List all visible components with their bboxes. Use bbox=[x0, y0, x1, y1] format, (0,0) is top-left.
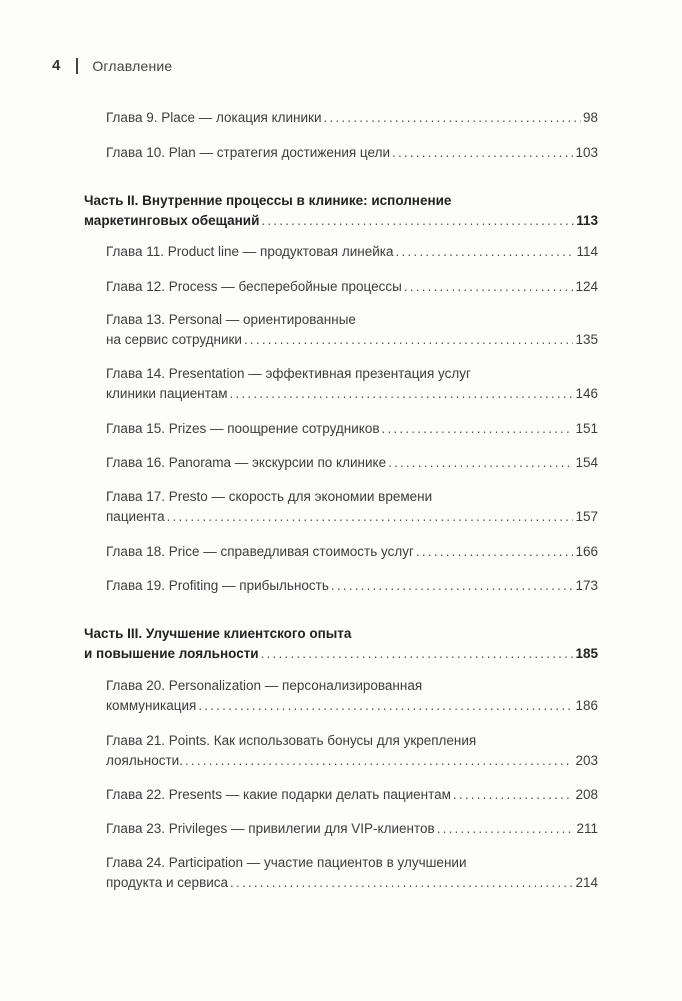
entry-page-number: 146 bbox=[575, 386, 598, 401]
entry-title-line: пациента bbox=[106, 509, 165, 524]
entry-title-line: и повышение лояльности bbox=[84, 646, 259, 661]
entry-title-line: Глава 12. Process — бесперебойные процессы bbox=[106, 279, 402, 294]
entry-page-number: 211 bbox=[576, 821, 598, 836]
dot-leader bbox=[230, 384, 574, 404]
dot-leader bbox=[244, 330, 573, 350]
entry-page-number: 135 bbox=[575, 332, 598, 347]
entry-title-line: Глава 18. Price — справедливая стоимость услуг bbox=[106, 544, 414, 559]
dot-leader bbox=[324, 108, 581, 128]
entry-page-number: 124 bbox=[575, 279, 598, 294]
entry-last-line bbox=[106, 873, 598, 893]
entry-page-number: 173 bbox=[575, 578, 598, 593]
toc-chapter-entry[interactable] bbox=[106, 242, 598, 262]
entry-title-line: Глава 15. Prizes — поощрение сотрудников bbox=[106, 421, 380, 436]
toc-part-entry[interactable] bbox=[84, 624, 598, 664]
entry-last-line bbox=[84, 211, 598, 231]
entry-title-line: Глава 19. Profiting — прибыльность bbox=[106, 578, 329, 593]
entry-last-line bbox=[106, 143, 598, 163]
dot-leader bbox=[437, 819, 575, 839]
entry-title-line: Глава 13. Personal — ориентированные bbox=[106, 312, 356, 327]
entry-page-number: 114 bbox=[576, 244, 598, 259]
dot-leader bbox=[404, 277, 574, 297]
entry-last-line bbox=[106, 384, 598, 404]
dot-leader bbox=[185, 751, 574, 771]
toc-chapter-entry[interactable] bbox=[106, 487, 598, 527]
toc-chapter-entry[interactable] bbox=[106, 453, 598, 473]
entry-page-number: 151 bbox=[575, 421, 598, 436]
entry-page-number: 154 bbox=[575, 455, 598, 470]
toc-part-entry[interactable] bbox=[84, 191, 598, 231]
dot-leader bbox=[396, 242, 575, 262]
entry-last-line bbox=[106, 277, 598, 297]
dot-leader bbox=[453, 785, 574, 805]
entry-title-line: Глава 23. Privileges — привилегии для VIP-клиентов bbox=[106, 821, 435, 836]
entry-last-line bbox=[106, 576, 598, 596]
entry-title-line: Глава 21. Points. Как использовать бонусы для укрепления bbox=[106, 733, 477, 748]
toc-chapter-entry[interactable] bbox=[106, 576, 598, 596]
dot-leader bbox=[392, 143, 573, 163]
entry-page-number: 157 bbox=[575, 509, 598, 524]
entry-title-line: Часть II. Внутренние процессы в клинике: исполнение bbox=[84, 193, 452, 208]
entry-title-line: Глава 16. Panorama — экскурсии по клинике bbox=[106, 455, 387, 470]
entry-title-line: Глава 9. Place — локация клиники bbox=[106, 110, 322, 125]
entry-last-line bbox=[106, 696, 598, 716]
entry-page-number: 186 bbox=[575, 698, 598, 713]
toc-chapter-entry[interactable] bbox=[106, 310, 598, 350]
entry-page-number: 203 bbox=[575, 753, 598, 768]
toc-chapter-entry[interactable] bbox=[106, 277, 598, 297]
dot-leader bbox=[331, 576, 574, 596]
header-title: Оглавление bbox=[92, 57, 173, 74]
toc-chapter-entry[interactable] bbox=[106, 108, 598, 128]
dot-leader bbox=[261, 644, 574, 664]
entry-last-line bbox=[106, 108, 598, 128]
toc-chapter-entry[interactable] bbox=[106, 676, 598, 716]
toc-chapter-entry[interactable] bbox=[106, 143, 598, 163]
entry-title-line: Глава 24. Participation — участие пациентов в улучшении bbox=[106, 855, 467, 870]
entry-last-line bbox=[106, 453, 598, 473]
entry-title-line: Глава 11. Product line — продуктовая линейка bbox=[106, 244, 394, 259]
entry-title-line: продукта и сервиса bbox=[106, 875, 229, 890]
entry-last-line bbox=[106, 542, 598, 562]
toc-chapter-entry[interactable] bbox=[106, 819, 598, 839]
entry-last-line bbox=[106, 242, 598, 262]
toc-chapter-entry[interactable] bbox=[106, 731, 598, 771]
entry-title-line: коммуникация bbox=[106, 698, 197, 713]
entry-page-number: 208 bbox=[575, 787, 598, 802]
toc-chapter-entry[interactable] bbox=[106, 542, 598, 562]
entry-last-line bbox=[106, 819, 598, 839]
toc-chapter-entry[interactable] bbox=[106, 419, 598, 439]
entry-page-number: 166 bbox=[575, 544, 598, 559]
running-header bbox=[52, 57, 172, 74]
entry-page-number: 113 bbox=[576, 213, 598, 228]
entry-page-number: 185 bbox=[575, 646, 598, 661]
dot-leader bbox=[198, 696, 573, 716]
toc-chapter-entry[interactable] bbox=[106, 853, 598, 893]
dot-leader bbox=[388, 453, 573, 473]
entry-title-line: на сервис сотрудники bbox=[106, 332, 242, 347]
entry-title-line: Часть III. Улучшение клиентского опыта bbox=[84, 626, 352, 641]
entry-title-line: маркетинговых обещаний bbox=[84, 213, 260, 228]
entry-last-line bbox=[106, 507, 598, 527]
entry-title-line: лояльности. bbox=[106, 753, 183, 768]
entry-page-number: 214 bbox=[575, 875, 598, 890]
entry-last-line bbox=[106, 419, 598, 439]
entry-last-line bbox=[106, 330, 598, 350]
entry-title-line: Глава 20. Personalization — персонализированная bbox=[106, 678, 423, 693]
entry-title-line: Глава 10. Plan — стратегия достижения цели bbox=[106, 145, 390, 160]
entry-page-number: 98 bbox=[582, 110, 598, 125]
entry-title-line: Глава 17. Presto — скорость для экономии времени bbox=[106, 489, 433, 504]
dot-leader bbox=[167, 507, 574, 527]
toc-chapter-entry[interactable] bbox=[106, 785, 598, 805]
dot-leader bbox=[261, 211, 574, 231]
entry-page-number: 103 bbox=[575, 145, 598, 160]
toc-chapter-entry[interactable] bbox=[106, 364, 598, 404]
entry-title-line: Глава 14. Presentation — эффективная презентация услуг bbox=[106, 366, 471, 381]
dot-leader bbox=[230, 873, 573, 893]
dot-leader bbox=[382, 419, 574, 439]
page-number: 4 bbox=[52, 57, 61, 74]
dot-leader bbox=[416, 542, 574, 562]
entry-title-line: клиники пациентам bbox=[106, 386, 228, 401]
entry-last-line bbox=[106, 751, 598, 771]
header-divider bbox=[76, 58, 78, 74]
entry-last-line bbox=[84, 644, 598, 664]
entry-last-line bbox=[106, 785, 598, 805]
entry-title-line: Глава 22. Presents — какие подарки делать пациентам bbox=[106, 787, 451, 802]
